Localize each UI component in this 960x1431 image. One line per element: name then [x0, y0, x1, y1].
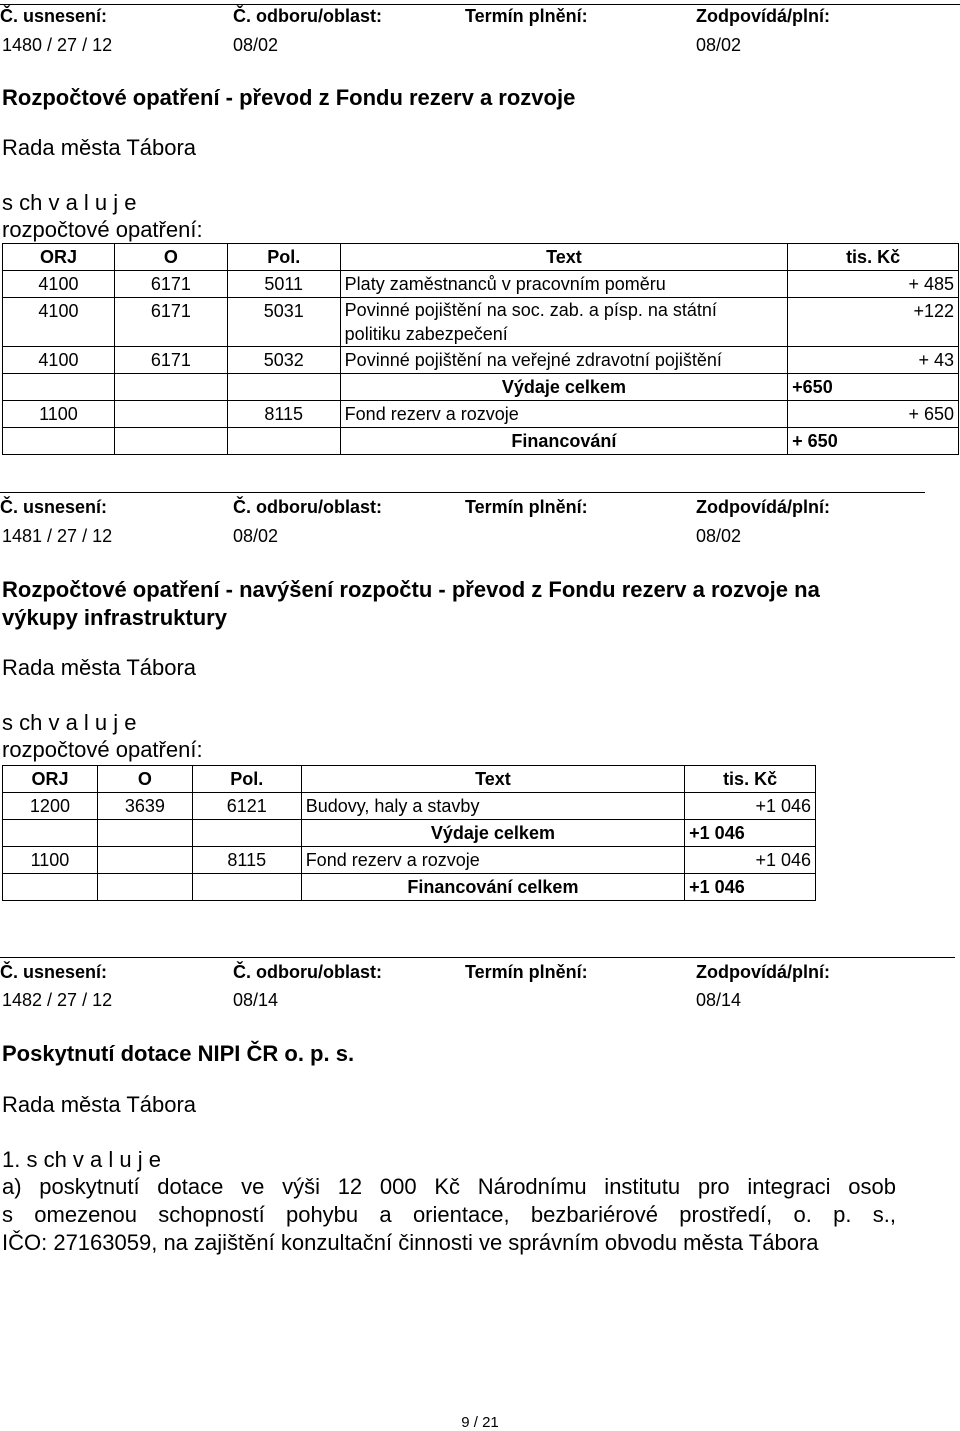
cell-o [114, 401, 227, 428]
label-cislo-usneseni: Č. usnesení: [0, 497, 108, 517]
council-name: Rada města Tábora [2, 1092, 197, 1117]
department-code: 08/02 [233, 35, 279, 55]
cell-subtotal: + 650 [788, 428, 959, 455]
label-termin: Termín plnění: [465, 962, 588, 982]
budget-measure-label: rozpočtové opatření: [2, 737, 203, 762]
cell-o [114, 374, 227, 401]
cell-orj: 4100 [3, 298, 115, 347]
cell-pol: 8115 [227, 401, 340, 428]
cell-o [97, 847, 192, 874]
table-row-subtotal [3, 374, 959, 401]
resolution-title: Rozpočtové opatření - převod z Fondu rezerv a rozvoje [2, 85, 576, 110]
cell-pol: 8115 [192, 847, 301, 874]
cell-o: 3639 [97, 793, 192, 820]
col-pol: Pol. [192, 766, 301, 793]
col-orj: ORJ [3, 244, 115, 271]
approves-label: 1. s ch v a l u j e [2, 1147, 161, 1172]
label-cislo-usneseni: Č. usnesení: [0, 6, 108, 26]
label-odbor: Č. odboru/oblast: [233, 962, 382, 982]
label-zodpovida: Zodpovídá/plní: [696, 497, 830, 517]
label-cislo-usneseni: Č. usnesení: [0, 962, 108, 982]
cell-text: Výdaje celkem [301, 820, 684, 847]
label-termin: Termín plnění: [465, 497, 588, 517]
cell-o: 6171 [114, 298, 227, 347]
cell-orj: 4100 [3, 347, 115, 374]
table-header-row [3, 766, 816, 793]
cell-text: Financování [340, 428, 787, 455]
label-termin: Termín plnění: [465, 6, 588, 26]
cell-text: Budovy, haly a stavby [301, 793, 684, 820]
cell-pol: 5011 [227, 271, 340, 298]
paragraph-line: IČO: 27163059, na zajištění konzultační činnosti ve správním obvodu města Tábora [2, 1230, 819, 1255]
cell-pol: 5032 [227, 347, 340, 374]
page-number: 9 / 21 [461, 1414, 499, 1431]
header-rule [0, 957, 955, 958]
table-row-subtotal [3, 428, 959, 455]
cell-subtotal: +650 [788, 374, 959, 401]
cell-pol: 5031 [227, 298, 340, 347]
table-row [3, 271, 959, 298]
table-row [3, 347, 959, 374]
cell-amount: + 650 [788, 401, 959, 428]
table-header-row [3, 244, 959, 271]
col-orj: ORJ [3, 766, 98, 793]
cell-orj: 4100 [3, 271, 115, 298]
cell-subtotal: +1 046 [685, 874, 816, 901]
cell-subtotal: +1 046 [685, 820, 816, 847]
cell-text: Financování celkem [301, 874, 684, 901]
paragraph-line: a) poskytnutí dotace ve výši 12 000 Kč Národnímu institutu pro integraci osob [2, 1174, 896, 1199]
resolution-number: 1480 / 27 / 12 [2, 35, 113, 55]
col-amount: tis. Kč [788, 244, 959, 271]
budget-measure-label: rozpočtové opatření: [2, 217, 203, 242]
cell-o [97, 874, 192, 901]
label-zodpovida: Zodpovídá/plní: [696, 962, 830, 982]
resolution-number: 1482 / 27 / 12 [2, 990, 113, 1010]
resolution-title: Rozpočtové opatření - navýšení rozpočtu - převod z Fondu rezerv a rozvoje na [2, 577, 820, 602]
cell-text-line: politiku zabezpečení [344, 324, 508, 344]
cell-amount: + 485 [788, 271, 959, 298]
cell-amount: +122 [788, 298, 959, 347]
cell-text: Výdaje celkem [340, 374, 787, 401]
cell-pol [227, 428, 340, 455]
cell-o: 6171 [114, 271, 227, 298]
council-name: Rada města Tábora [2, 135, 197, 160]
responsible-code: 08/02 [696, 35, 742, 55]
cell-amount: +1 046 [685, 793, 816, 820]
cell-text: Platy zaměstnanců v pracovním poměru [340, 271, 787, 298]
cell-orj [3, 428, 115, 455]
cell-o: 6171 [114, 347, 227, 374]
approves-label: s ch v a l u j e [2, 710, 137, 735]
label-zodpovida: Zodpovídá/plní: [696, 6, 830, 26]
table-row [3, 793, 816, 820]
header-rule [0, 492, 925, 493]
department-code: 08/02 [233, 526, 279, 546]
table-row-subtotal [3, 820, 816, 847]
cell-amount: + 43 [788, 347, 959, 374]
department-code: 08/14 [233, 990, 279, 1010]
col-o: O [114, 244, 227, 271]
resolution-title: výkupy infrastruktury [2, 605, 227, 630]
resolution-number: 1481 / 27 / 12 [2, 526, 113, 546]
col-text: Text [340, 244, 787, 271]
cell-orj [3, 874, 98, 901]
cell-amount: +1 046 [685, 847, 816, 874]
cell-text: Povinné pojištění na veřejné zdravotní pojištění [340, 347, 787, 374]
responsible-code: 08/02 [696, 526, 742, 546]
cell-orj [3, 820, 98, 847]
cell-pol [227, 374, 340, 401]
budget-table [2, 765, 816, 901]
col-text: Text [301, 766, 684, 793]
header-rule [0, 4, 960, 5]
cell-pol [192, 820, 301, 847]
cell-o [114, 428, 227, 455]
cell-orj: 1100 [3, 401, 115, 428]
cell-orj [3, 374, 115, 401]
table-row [3, 401, 959, 428]
cell-text: Fond rezerv a rozvoje [340, 401, 787, 428]
col-pol: Pol. [227, 244, 340, 271]
cell-orj: 1200 [3, 793, 98, 820]
cell-pol: 6121 [192, 793, 301, 820]
label-odbor: Č. odboru/oblast: [233, 497, 382, 517]
council-name: Rada města Tábora [2, 655, 197, 680]
cell-text: Fond rezerv a rozvoje [301, 847, 684, 874]
table-row-subtotal [3, 874, 816, 901]
cell-text-line: Povinné pojištění na soc. zab. a písp. na státní [344, 300, 717, 320]
responsible-code: 08/14 [696, 990, 742, 1010]
cell-text [340, 298, 787, 347]
approves-label: s ch v a l u j e [2, 190, 137, 215]
table-row [3, 847, 816, 874]
col-amount: tis. Kč [685, 766, 816, 793]
cell-o [97, 820, 192, 847]
budget-table [2, 243, 959, 455]
resolution-paragraph [2, 1173, 896, 1257]
label-odbor: Č. odboru/oblast: [233, 6, 382, 26]
paragraph-line: s omezenou schopností pohybu a orientace, bezbariérové prostředí, o. p. s., [2, 1202, 896, 1227]
col-o: O [97, 766, 192, 793]
cell-orj: 1100 [3, 847, 98, 874]
resolution-title: Poskytnutí dotace NIPI ČR o. p. s. [2, 1041, 355, 1066]
cell-pol [192, 874, 301, 901]
table-row [3, 298, 959, 347]
